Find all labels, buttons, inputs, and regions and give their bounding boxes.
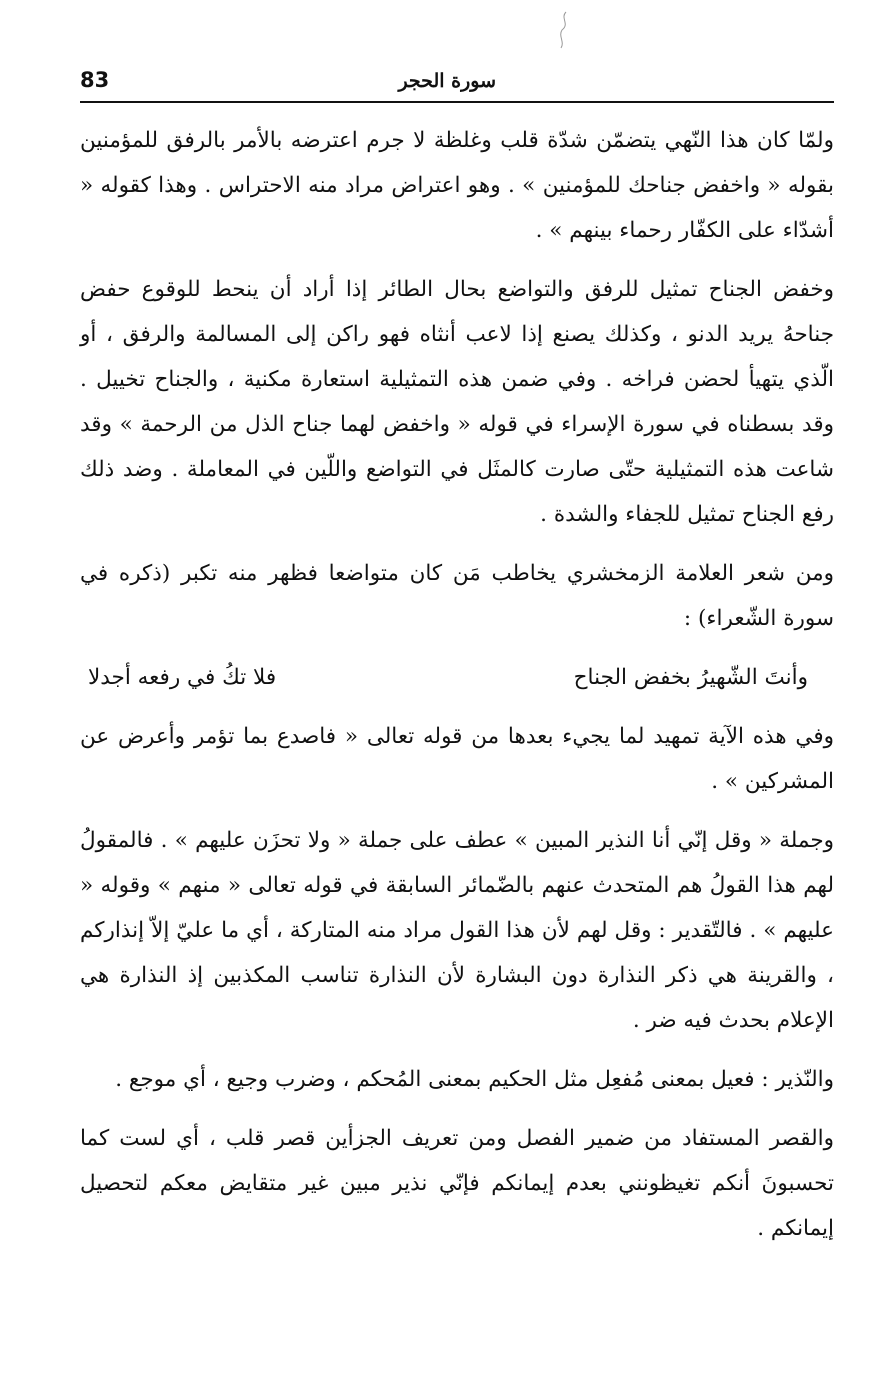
page-header [80, 66, 834, 102]
poetry-verse [80, 655, 834, 700]
running-title: سورة الحجر [398, 70, 496, 92]
verse-hemistich-second: فلا تكُ في رفعه أجدلا [88, 665, 277, 690]
header-rule [80, 101, 834, 103]
pencil-mark [556, 10, 572, 50]
paragraph-1: ولمّا كان هذا النّهي يتضمّن شدّة قلب وغلظة لا جرم اعترضه بالأمر بالرفق للمؤمنين بقوله « واخفض جناحك للمؤمنين » . وهو اعتراض مراد منه الاحتراس . وهذا كقوله « أشدّاء على الكفّار رحماء بينهم » . [80, 128, 834, 243]
page-number: 83 [80, 68, 110, 92]
page-body [80, 118, 834, 1251]
paragraph-6: والنّذير : فعيل بمعنى مُفعِل مثل الحكيم بمعنى المُحكم ، وضرب وجيع ، أي موجع . [115, 1067, 834, 1092]
verse-hemistich-first: وأنتَ الشّهيرُ بخفض الجناح [573, 665, 808, 690]
paragraph-3: ومن شعر العلامة الزمخشري يخاطب مَن كان متواضعا فظهر منه تكبر (ذكره في سورة الشّعراء) : [80, 561, 834, 631]
paragraph-4: وفي هذه الآية تمهيد لما يجيء بعدها من قوله تعالى « فاصدع بما تؤمر وأعرض عن المشركين » . [80, 724, 834, 794]
paragraph-5: وجملة « وقل إنّي أنا النذير المبين » عطف على جملة « ولا تحزَن عليهم » . فالمقولُ لهم هذا القولُ هم المتحدث عنهم بالضّمائر السابقة في قوله تعالى « منهم » وقوله « عليهم » . فالتّقدير : وقل لهم لأن هذا القول مراد منه المتاركة ، أي ما عليّ إلاّ إنذاركم ، والقرينة هي ذكر النذارة دون البشارة لأن النذارة تناسب المكذبين إذ النذارة هي الإعلام بحدث فيه ضر . [80, 828, 834, 1033]
paragraph-7: والقصر المستفاد من ضمير الفصل ومن تعريف الجزأين قصر قلب ، أي لست كما تحسبونَ أنكم تغيظونني بعدم إيمانكم فإنّي نذير مبين غير متقايض معكم لتحصيل إيمانكم . [80, 1126, 834, 1241]
paragraph-2: وخفض الجناح تمثيل للرفق والتواضع بحال الطائر إذا أراد أن ينحط للوقوع حفض جناحهُ يريد الدنو ، وكذلك يصنع إذا لاعب أنثاه فهو راكن إلى المسالمة والرفق ، أو الّذي يتهيأ لحضن فراخه . وفي ضمن هذه التمثيلية استعارة مكنية ، والجناح تخييل . وقد بسطناه في سورة الإسراء في قوله « واخفض لهما جناح الذل من الرحمة » وقد شاعت هذه التمثيلية حتّى صارت كالمثَل في التواضع واللّين في المعاملة . وضد ذلك رفع الجناح تمثيل للجفاء والشدة . [80, 277, 834, 527]
